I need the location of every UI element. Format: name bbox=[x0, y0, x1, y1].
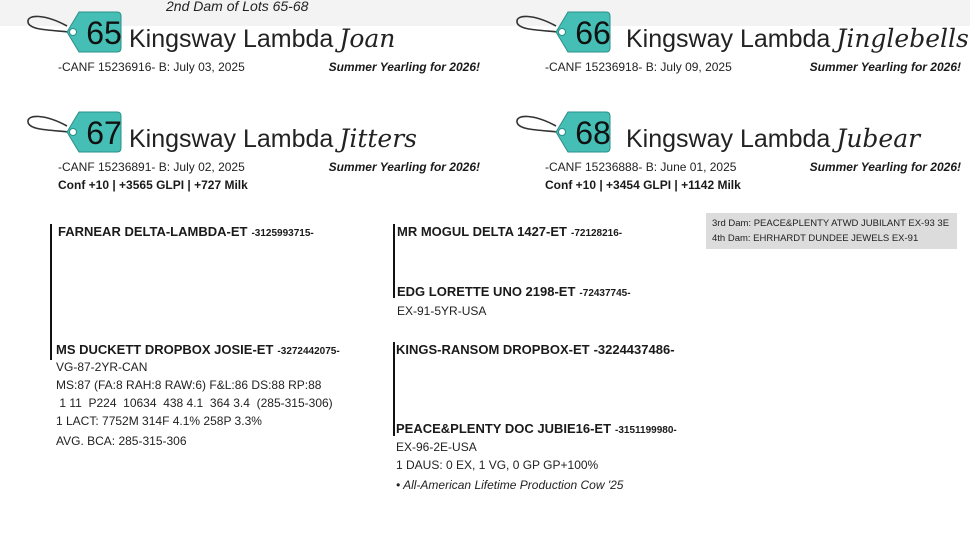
lot-name bbox=[626, 124, 920, 154]
lot-name-given: Jubear bbox=[836, 124, 921, 153]
pedigree-bracket-dam bbox=[393, 342, 395, 436]
lot-name bbox=[626, 24, 969, 54]
dam-record-line: 1 LACT: 7752M 314F 4.1% 258P 3.3% bbox=[56, 414, 262, 428]
dams-dam-record-line: 1 DAUS: 0 EX, 1 VG, 0 GP GP+100% bbox=[396, 458, 599, 472]
dams-dam-award: • All-American Lifetime Production Cow '25 bbox=[396, 478, 624, 492]
dams-dam-name-text: PEACE&PLENTY DOC JUBIE16-ET bbox=[396, 421, 612, 436]
lot-name bbox=[129, 124, 417, 154]
lot-number: 66 bbox=[575, 15, 611, 51]
dam-record-line: 1 11 P224 10634 438 4.1 364 3.4 (285-315-306) bbox=[56, 396, 333, 410]
sire-name bbox=[58, 224, 314, 239]
lot-note: Summer Yearling for 2026! bbox=[328, 60, 480, 74]
pedigree-bracket-left bbox=[50, 224, 52, 360]
lot-registration: -CANF 15236891- B: July 02, 2025 bbox=[58, 160, 245, 174]
dams-sire-name bbox=[396, 342, 675, 357]
dams-dam-reg: -3151199980- bbox=[615, 425, 677, 436]
pedigree-bracket-sire bbox=[393, 224, 395, 298]
lot-tag-icon bbox=[25, 108, 137, 160]
dams-sire-name-text: KINGS-RANSOM DROPBOX-ET bbox=[396, 342, 590, 357]
lot-tag-icon bbox=[514, 8, 626, 60]
sires-sire-name bbox=[397, 224, 622, 239]
dams-dam-name bbox=[396, 421, 677, 436]
lot-note: Summer Yearling for 2026! bbox=[328, 160, 480, 174]
extended-dams-box bbox=[706, 213, 957, 249]
sire-reg: -3125993715- bbox=[251, 228, 314, 239]
lot-tag-icon bbox=[25, 8, 137, 60]
lot-registration: -CANF 15236888- B: June 01, 2025 bbox=[545, 160, 737, 174]
lot-genomics: Conf +10 | +3454 GLPI | +1142 Milk bbox=[545, 178, 741, 192]
sires-dam-name bbox=[397, 284, 631, 299]
dams-sire-reg: -3224437486- bbox=[593, 342, 675, 357]
fourth-dam: 4th Dam: EHRHARDT DUNDEE JEWELS EX-91 bbox=[712, 233, 919, 244]
third-dam: 3rd Dam: PEACE&PLENTY ATWD JUBILANT EX-93 3E bbox=[712, 218, 950, 229]
lot-number: 65 bbox=[86, 15, 122, 51]
lot-name-given: Jinglebells bbox=[836, 24, 969, 53]
sire-name-text: FARNEAR DELTA-LAMBDA-ET bbox=[58, 224, 248, 239]
sires-sire-reg: -72128216- bbox=[570, 228, 623, 239]
lot-name bbox=[129, 24, 395, 54]
dam-reg: -3272442075- bbox=[277, 346, 340, 357]
lot-name-given: Jitters bbox=[339, 124, 417, 153]
lot-number: 67 bbox=[86, 115, 122, 151]
lot-68 bbox=[514, 108, 978, 208]
lot-name-prefix: Kingsway Lambda bbox=[129, 125, 334, 153]
sires-dam-classification: EX-91-5YR-USA bbox=[397, 304, 487, 318]
lot-number: 68 bbox=[575, 115, 611, 151]
dam-name bbox=[56, 342, 340, 357]
sires-sire-name-text: MR MOGUL DELTA 1427-ET bbox=[397, 224, 567, 239]
lot-name-prefix: Kingsway Lambda bbox=[626, 25, 831, 53]
lot-67 bbox=[25, 108, 495, 208]
lot-genomics: Conf +10 | +3565 GLPI | +727 Milk bbox=[58, 178, 248, 192]
sires-dam-reg: -72437745- bbox=[579, 288, 631, 299]
lot-66 bbox=[514, 8, 978, 108]
dam-record-line: AVG. BCA: 285-315-306 bbox=[56, 434, 187, 448]
lot-tag-icon bbox=[514, 108, 626, 160]
lot-name-prefix: Kingsway Lambda bbox=[626, 125, 831, 153]
lot-registration: -CANF 15236918- B: July 09, 2025 bbox=[545, 60, 732, 74]
lot-65 bbox=[25, 8, 495, 108]
sires-dam-name-text: EDG LORETTE UNO 2198-ET bbox=[397, 284, 576, 299]
lot-note: Summer Yearling for 2026! bbox=[809, 60, 961, 74]
header-title: 2nd Dam of Lots 65-68 bbox=[166, 0, 309, 14]
dam-record-line: VG-87-2YR-CAN bbox=[56, 360, 148, 374]
lot-registration: -CANF 15236916- B: July 03, 2025 bbox=[58, 60, 245, 74]
lot-note: Summer Yearling for 2026! bbox=[809, 160, 961, 174]
dam-name-text: MS DUCKETT DROPBOX JOSIE-ET bbox=[56, 342, 274, 357]
lot-name-prefix: Kingsway Lambda bbox=[129, 25, 334, 53]
dam-record-line: MS:87 (FA:8 RAH:8 RAW:6) F&L:86 DS:88 RP:88 bbox=[56, 378, 322, 392]
dams-dam-record-line: EX-96-2E-USA bbox=[396, 440, 477, 454]
lot-name-given: Joan bbox=[339, 24, 396, 53]
